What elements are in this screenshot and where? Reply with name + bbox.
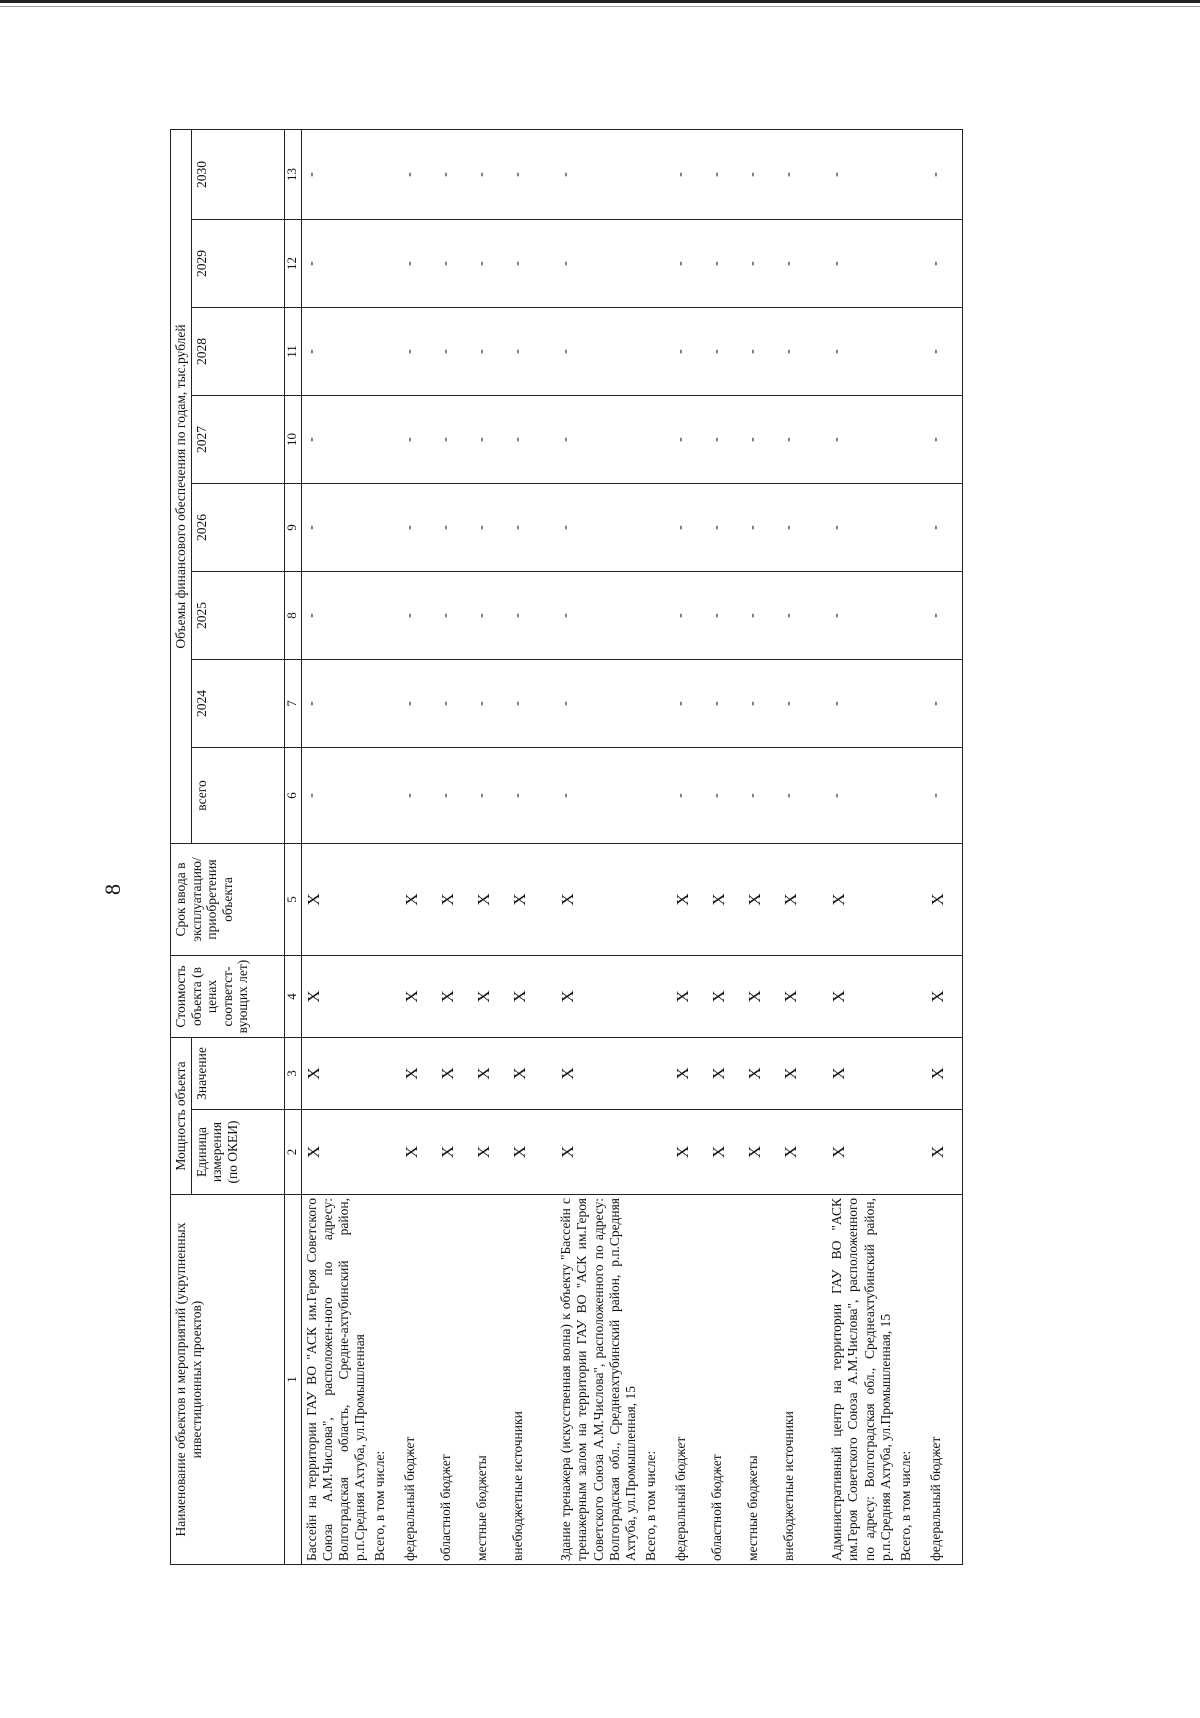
value-cell: -: [508, 130, 544, 220]
header-value: Значение: [191, 1038, 284, 1110]
x-mark: [370, 1110, 400, 1195]
value-cell: -: [472, 748, 508, 844]
x-mark: X: [436, 1110, 472, 1195]
value-cell: [370, 572, 400, 660]
table-row: [370, 130, 400, 1565]
x-mark: X: [926, 844, 963, 956]
value-cell: -: [301, 484, 370, 572]
value-cell: -: [926, 308, 963, 396]
value-cell: [641, 572, 671, 660]
x-mark: X: [301, 844, 370, 956]
x-mark: X: [556, 1110, 641, 1195]
value-cell: -: [707, 220, 743, 308]
x-mark: [370, 956, 400, 1038]
x-mark: X: [827, 1110, 896, 1195]
spacer-cell: [815, 308, 827, 396]
value-cell: [641, 748, 671, 844]
header-cost: Стоимость объекта (в ценах соответст-вующих лет): [171, 956, 285, 1038]
value-cell: [370, 484, 400, 572]
spacer-cell: [544, 220, 556, 308]
value-cell: -: [779, 484, 815, 572]
value-cell: -: [556, 130, 641, 220]
header-unit: Единица измерения (по ОКЕИ): [191, 1110, 284, 1195]
value-cell: [641, 130, 671, 220]
x-mark: X: [508, 1110, 544, 1195]
value-cell: -: [301, 396, 370, 484]
value-cell: -: [926, 660, 963, 748]
value-cell: [896, 130, 926, 220]
x-mark: X: [827, 844, 896, 956]
column-number: 11: [284, 308, 301, 396]
value-cell: -: [400, 220, 436, 308]
x-mark: [896, 1038, 926, 1110]
value-cell: [641, 220, 671, 308]
x-mark: [370, 1038, 400, 1110]
value-cell: -: [827, 748, 896, 844]
object-name: Бассейн на территории ГАУ ВО "АСК им.Героя Советского Союза А.М.Числова", расположен-ного по адресу: Волгоградская область, Средне-ахтубинский район, р.п.Средняя Ахтуба, ул.Промышленная: [301, 1195, 370, 1565]
value-cell: -: [556, 220, 641, 308]
value-cell: -: [827, 660, 896, 748]
value-cell: -: [556, 396, 641, 484]
spacer-cell: [544, 130, 556, 220]
value-cell: -: [707, 396, 743, 484]
column-number: 1: [284, 1195, 301, 1565]
value-cell: -: [779, 396, 815, 484]
value-cell: -: [436, 660, 472, 748]
spacer-cell: [815, 130, 827, 220]
x-mark: [641, 1038, 671, 1110]
including-label: Всего, в том числе:: [896, 1195, 926, 1565]
value-cell: -: [743, 308, 779, 396]
table-row: [556, 130, 641, 1565]
column-number: 2: [284, 1110, 301, 1195]
value-cell: -: [671, 130, 707, 220]
value-cell: -: [556, 660, 641, 748]
column-number: 13: [284, 130, 301, 220]
value-cell: [896, 660, 926, 748]
x-mark: X: [671, 844, 707, 956]
spacer-cell: [815, 1038, 827, 1110]
table-row: [508, 130, 544, 1565]
value-cell: -: [436, 220, 472, 308]
value-cell: -: [779, 572, 815, 660]
value-cell: -: [707, 572, 743, 660]
value-cell: [641, 660, 671, 748]
table-row: [436, 130, 472, 1565]
spacer-cell: [815, 396, 827, 484]
x-mark: X: [827, 956, 896, 1038]
value-cell: -: [508, 220, 544, 308]
value-cell: -: [508, 308, 544, 396]
value-cell: -: [301, 660, 370, 748]
page-number: 8: [100, 884, 125, 895]
funding-source-label: федеральный бюджет: [671, 1195, 707, 1565]
value-cell: -: [779, 748, 815, 844]
value-cell: [641, 484, 671, 572]
x-mark: [370, 844, 400, 956]
value-cell: [896, 484, 926, 572]
including-label: Всего, в том числе:: [370, 1195, 400, 1565]
funding-source-label: федеральный бюджет: [400, 1195, 436, 1565]
table-row: [827, 130, 896, 1565]
value-cell: -: [436, 396, 472, 484]
x-mark: X: [926, 1110, 963, 1195]
table-row: [896, 130, 926, 1565]
funding-source-label: местные бюджеты: [743, 1195, 779, 1565]
x-mark: X: [743, 844, 779, 956]
value-cell: -: [556, 308, 641, 396]
x-mark: X: [508, 844, 544, 956]
x-mark: [896, 1110, 926, 1195]
x-mark: X: [472, 1038, 508, 1110]
value-cell: [370, 660, 400, 748]
x-mark: X: [707, 844, 743, 956]
value-cell: -: [472, 660, 508, 748]
value-cell: -: [671, 660, 707, 748]
value-cell: -: [508, 660, 544, 748]
value-cell: -: [436, 572, 472, 660]
value-cell: -: [556, 484, 641, 572]
column-number: 6: [284, 748, 301, 844]
x-mark: X: [400, 844, 436, 956]
column-number: 8: [284, 572, 301, 660]
value-cell: -: [671, 484, 707, 572]
value-cell: -: [707, 308, 743, 396]
value-cell: -: [671, 572, 707, 660]
value-cell: -: [743, 220, 779, 308]
column-number: 3: [284, 1038, 301, 1110]
spacer-cell: [815, 484, 827, 572]
funding-table: [170, 129, 963, 1565]
value-cell: [370, 396, 400, 484]
x-mark: X: [556, 844, 641, 956]
x-mark: X: [472, 1110, 508, 1195]
top-border-line-thin: [0, 6, 1200, 7]
value-cell: -: [400, 130, 436, 220]
row-spacer: [815, 130, 827, 1565]
value-cell: -: [301, 130, 370, 220]
x-mark: X: [707, 956, 743, 1038]
x-mark: X: [671, 1110, 707, 1195]
spacer-cell: [815, 1195, 827, 1565]
spacer-cell: [544, 1038, 556, 1110]
value-cell: [896, 396, 926, 484]
value-cell: -: [779, 130, 815, 220]
funding-table-rotated: [170, 130, 1100, 1565]
value-cell: -: [301, 220, 370, 308]
spacer-cell: [815, 1110, 827, 1195]
spacer-cell: [544, 1110, 556, 1195]
x-mark: X: [436, 956, 472, 1038]
spacer-cell: [544, 660, 556, 748]
value-cell: -: [827, 308, 896, 396]
row-spacer: [544, 130, 556, 1565]
table-row: [301, 130, 370, 1565]
column-number: 12: [284, 220, 301, 308]
spacer-cell: [544, 1195, 556, 1565]
value-cell: [370, 308, 400, 396]
value-cell: -: [926, 748, 963, 844]
header-year: 2024: [191, 660, 284, 748]
x-mark: X: [400, 1110, 436, 1195]
header-name: Наименование объектов и мероприятий (укрупненных инвестиционных проектов): [171, 1195, 285, 1565]
value-cell: -: [707, 130, 743, 220]
x-mark: X: [472, 844, 508, 956]
value-cell: -: [400, 660, 436, 748]
value-cell: -: [926, 396, 963, 484]
value-cell: [896, 308, 926, 396]
spacer-cell: [544, 308, 556, 396]
column-number: 10: [284, 396, 301, 484]
spacer-cell: [544, 748, 556, 844]
value-cell: [641, 308, 671, 396]
value-cell: [370, 130, 400, 220]
value-cell: [641, 396, 671, 484]
value-cell: [896, 748, 926, 844]
value-cell: [896, 220, 926, 308]
value-cell: -: [556, 748, 641, 844]
x-mark: [641, 956, 671, 1038]
value-cell: -: [926, 484, 963, 572]
column-number: 4: [284, 956, 301, 1038]
value-cell: [370, 220, 400, 308]
value-cell: -: [508, 748, 544, 844]
funding-source-label: областной бюджет: [707, 1195, 743, 1565]
spacer-cell: [544, 572, 556, 660]
value-cell: -: [827, 484, 896, 572]
funding-source-label: местные бюджеты: [472, 1195, 508, 1565]
value-cell: -: [472, 572, 508, 660]
column-number: 7: [284, 660, 301, 748]
x-mark: X: [472, 956, 508, 1038]
table-row: [743, 130, 779, 1565]
table-row: [641, 130, 671, 1565]
header-year: 2029: [191, 220, 284, 308]
value-cell: [896, 572, 926, 660]
x-mark: X: [400, 1038, 436, 1110]
value-cell: -: [827, 130, 896, 220]
x-mark: X: [508, 956, 544, 1038]
value-cell: -: [743, 396, 779, 484]
value-cell: -: [671, 220, 707, 308]
value-cell: -: [472, 484, 508, 572]
header-term: Срок ввода в эксплуатацию/ приобретения объекта: [171, 844, 285, 956]
value-cell: -: [743, 572, 779, 660]
header-funding: Объемы финансового обеспечения по годам, тыс.рублей: [171, 130, 192, 844]
x-mark: [641, 844, 671, 956]
value-cell: -: [779, 308, 815, 396]
value-cell: -: [743, 660, 779, 748]
x-mark: X: [743, 956, 779, 1038]
value-cell: -: [301, 748, 370, 844]
object-name: Административный центр на территории ГАУ ВО "АСК им.Героя Советского Союза А.М.Числова", расположенного по адресу: Волгоградская обл., Среднеахтубинский район, р.п.Средняя Ахтуба, ул.Промышленная, 15: [827, 1195, 896, 1565]
x-mark: X: [926, 956, 963, 1038]
spacer-cell: [544, 844, 556, 956]
x-mark: X: [436, 844, 472, 956]
value-cell: -: [400, 308, 436, 396]
value-cell: -: [472, 396, 508, 484]
value-cell: -: [707, 484, 743, 572]
x-mark: X: [779, 1110, 815, 1195]
x-mark: X: [671, 956, 707, 1038]
value-cell: -: [707, 748, 743, 844]
spacer-cell: [815, 660, 827, 748]
value-cell: -: [671, 396, 707, 484]
value-cell: -: [743, 130, 779, 220]
x-mark: X: [301, 956, 370, 1038]
header-year: 2025: [191, 572, 284, 660]
header-year: 2027: [191, 396, 284, 484]
header-total: всего: [191, 748, 284, 844]
value-cell: -: [508, 484, 544, 572]
x-mark: [896, 844, 926, 956]
value-cell: -: [926, 130, 963, 220]
including-label: Всего, в том числе:: [641, 1195, 671, 1565]
x-mark: X: [508, 1038, 544, 1110]
x-mark: [641, 1110, 671, 1195]
table-row: [707, 130, 743, 1565]
table-row: [779, 130, 815, 1565]
value-cell: -: [671, 748, 707, 844]
spacer-cell: [815, 572, 827, 660]
value-cell: -: [779, 660, 815, 748]
header-year: 2030: [191, 130, 284, 220]
x-mark: X: [827, 1038, 896, 1110]
table-row: [926, 130, 963, 1565]
column-number: 5: [284, 844, 301, 956]
value-cell: -: [400, 572, 436, 660]
x-mark: X: [779, 844, 815, 956]
value-cell: -: [436, 308, 472, 396]
header-year: 2026: [191, 484, 284, 572]
value-cell: [370, 748, 400, 844]
value-cell: -: [827, 572, 896, 660]
x-mark: X: [301, 1038, 370, 1110]
value-cell: -: [400, 748, 436, 844]
header-year: 2028: [191, 308, 284, 396]
value-cell: -: [472, 308, 508, 396]
spacer-cell: [544, 484, 556, 572]
value-cell: -: [301, 572, 370, 660]
spacer-cell: [544, 396, 556, 484]
funding-source-label: федеральный бюджет: [926, 1195, 963, 1565]
value-cell: -: [301, 308, 370, 396]
value-cell: -: [472, 220, 508, 308]
value-cell: -: [926, 220, 963, 308]
spacer-cell: [815, 844, 827, 956]
value-cell: -: [472, 130, 508, 220]
x-mark: X: [779, 1038, 815, 1110]
spacer-cell: [544, 956, 556, 1038]
value-cell: -: [926, 572, 963, 660]
value-cell: -: [707, 660, 743, 748]
x-mark: X: [556, 1038, 641, 1110]
funding-source-label: областной бюджет: [436, 1195, 472, 1565]
spacer-cell: [815, 748, 827, 844]
table-row: [671, 130, 707, 1565]
value-cell: -: [400, 484, 436, 572]
value-cell: -: [671, 308, 707, 396]
x-mark: X: [743, 1110, 779, 1195]
object-name: Здание тренажера (искусственная волна) к объекту "Бассейн с тренажерным залом на территории ГАУ ВО "АСК им.Героя Советского Союза А.М.Числова", расположенного по адресу: Волгоградская обл., Среднеахтубинский район, р.п.Средняя Ахтуба, ул.Промышленная, 15: [556, 1195, 641, 1565]
value-cell: -: [743, 748, 779, 844]
x-mark: X: [400, 956, 436, 1038]
table-row: [472, 130, 508, 1565]
table-row: [400, 130, 436, 1565]
value-cell: -: [508, 572, 544, 660]
x-mark: [896, 956, 926, 1038]
column-number: 9: [284, 484, 301, 572]
value-cell: -: [556, 572, 641, 660]
value-cell: -: [827, 396, 896, 484]
funding-source-label: внебюджетные источники: [779, 1195, 815, 1565]
value-cell: -: [779, 220, 815, 308]
funding-source-label: внебюджетные источники: [508, 1195, 544, 1565]
value-cell: -: [436, 748, 472, 844]
top-border-line: [0, 0, 1200, 3]
header-capacity: Мощность объекта: [171, 1038, 192, 1195]
x-mark: X: [743, 1038, 779, 1110]
x-mark: X: [556, 956, 641, 1038]
value-cell: -: [436, 130, 472, 220]
spacer-cell: [815, 956, 827, 1038]
x-mark: X: [707, 1038, 743, 1110]
value-cell: -: [436, 484, 472, 572]
x-mark: X: [779, 956, 815, 1038]
x-mark: X: [926, 1038, 963, 1110]
x-mark: X: [707, 1110, 743, 1195]
x-mark: X: [436, 1038, 472, 1110]
x-mark: X: [301, 1110, 370, 1195]
spacer-cell: [815, 220, 827, 308]
value-cell: -: [743, 484, 779, 572]
x-mark: X: [671, 1038, 707, 1110]
value-cell: -: [508, 396, 544, 484]
value-cell: -: [827, 220, 896, 308]
value-cell: -: [400, 396, 436, 484]
